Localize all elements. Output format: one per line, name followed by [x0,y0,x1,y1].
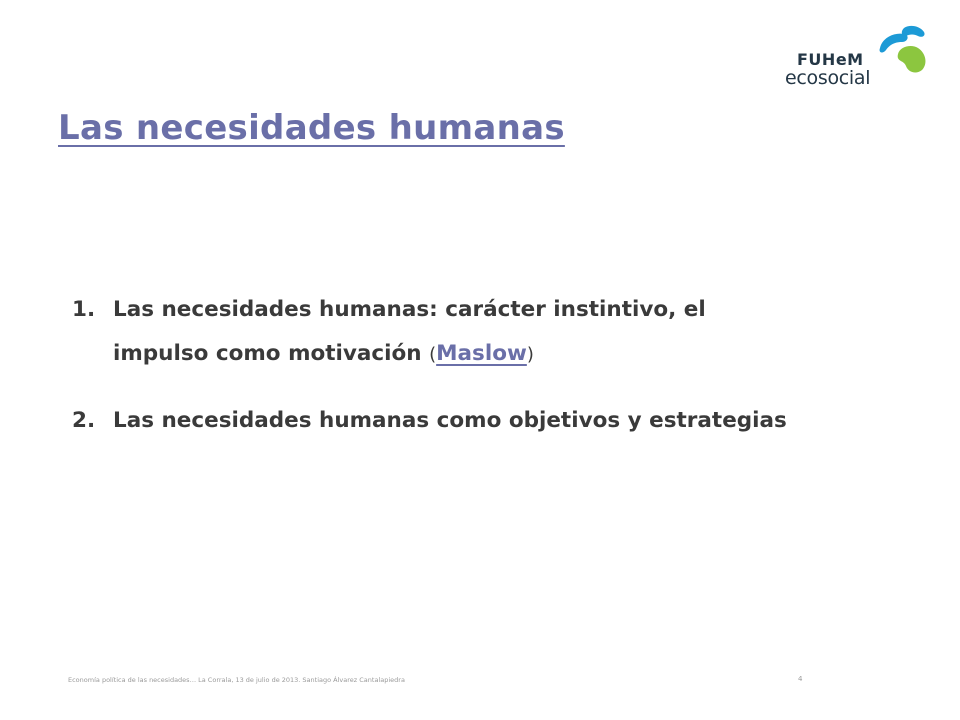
paren-close: ) [526,344,534,365]
list-item-text-line1: Las necesidades humanas: carácter instintivo, el [113,297,706,322]
page-number: 4 [798,675,803,683]
logo-text-ecosocial: ecosocial [785,67,871,89]
list-item-text: Las necesidades humanas como objetivos y estrategias [113,408,787,433]
content-list [72,288,812,465]
list-item [72,399,812,443]
fuhem-ecosocial-logo [780,24,930,96]
list-item-number: 1. [72,297,96,322]
slide-title[interactable]: Las necesidades humanas [58,108,565,148]
footer-caption: Economía política de las necesidades… La Corrala, 13 de julio de 2013. Santiago Álvarez Cantalapiedra [68,676,405,684]
list-item [72,288,812,377]
list-item-text-line2: impulso como motivación [113,341,422,366]
logo-mark-icon [872,24,928,76]
maslow-link[interactable]: Maslow [436,341,527,366]
logo-text-fuhem: FUHeM [797,50,864,69]
paren-open: ( [429,344,437,365]
list-item-number: 2. [72,408,96,433]
